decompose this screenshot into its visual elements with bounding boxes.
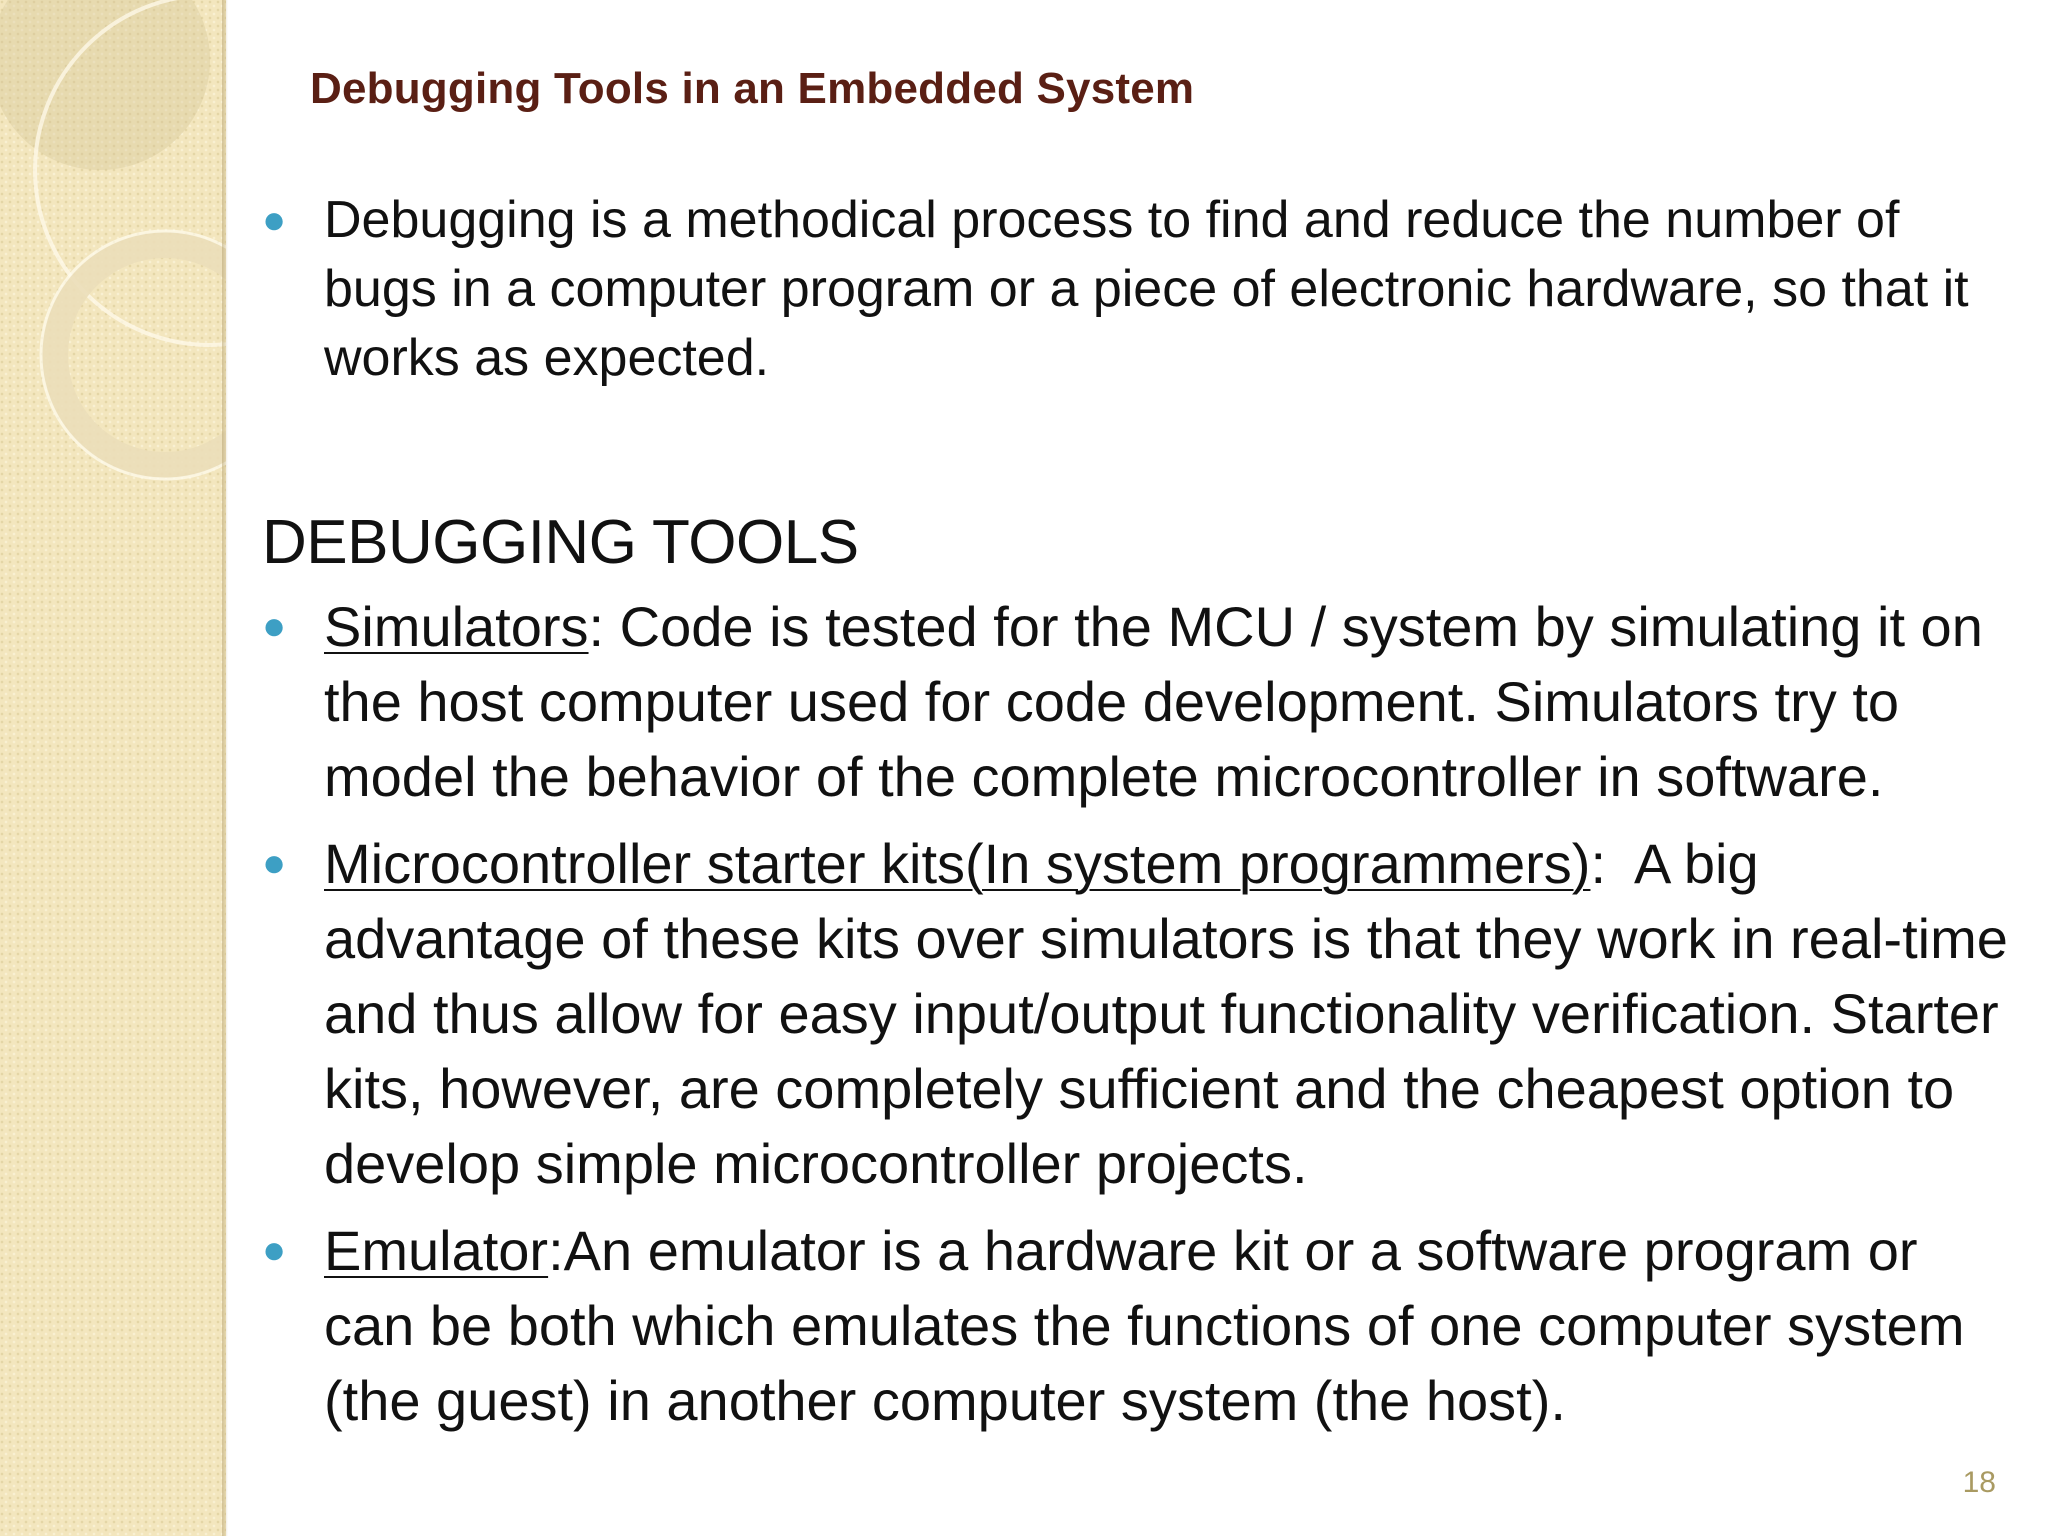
intro-bullet: [262, 186, 2022, 393]
bullet-dot-icon: ●: [262, 604, 287, 648]
tool-description: Code is tested for the MCU / system by simulating it on the host computer used for code development. Simulators try to model the behavior of the complete microcontroller in software.: [324, 595, 1983, 808]
decorative-rings-icon: [0, 0, 226, 500]
tool-separator: :: [588, 595, 605, 658]
slide-title: Debugging Tools in an Embedded System: [310, 64, 1195, 113]
bullet-dot-icon: ●: [262, 841, 287, 885]
bullet-dot-icon: ●: [262, 1228, 287, 1272]
tool-item-emulator: [262, 1213, 2022, 1438]
intro-text: Debugging is a methodical process to find and reduce the number of bugs in a computer program or a piece of electronic hardware, so that it works as expected.: [324, 191, 1969, 387]
tool-term: Microcontroller starter kits(In system programmers): [324, 832, 1591, 895]
slide-content: [262, 186, 2022, 1450]
tool-description: A big advantage of these kits over simulators is that they work in real-time and thus allow for easy input/output functionality verification. Starter kits, however, are completely sufficient and the cheapest option to develop simple microcontroller projects.: [324, 832, 2024, 1195]
tool-separator: :: [1590, 832, 1607, 895]
side-panel: [0, 0, 226, 1536]
page-number: 18: [1962, 1466, 1996, 1499]
tool-term: Emulator: [324, 1219, 549, 1282]
tool-item-simulators: [262, 589, 2022, 814]
tool-separator: :: [548, 1219, 564, 1282]
bullet-dot-icon: ●: [262, 198, 287, 242]
tool-item-starter-kits: [262, 826, 2022, 1201]
tool-term: Simulators: [324, 595, 589, 658]
section-heading: DEBUGGING TOOLS: [262, 508, 859, 577]
tool-description: An emulator is a hardware kit or a software program or can be both which emulates the functions of one computer system (the guest) in another computer system (the host).: [324, 1219, 1965, 1432]
side-panel-edge: [222, 0, 228, 1536]
